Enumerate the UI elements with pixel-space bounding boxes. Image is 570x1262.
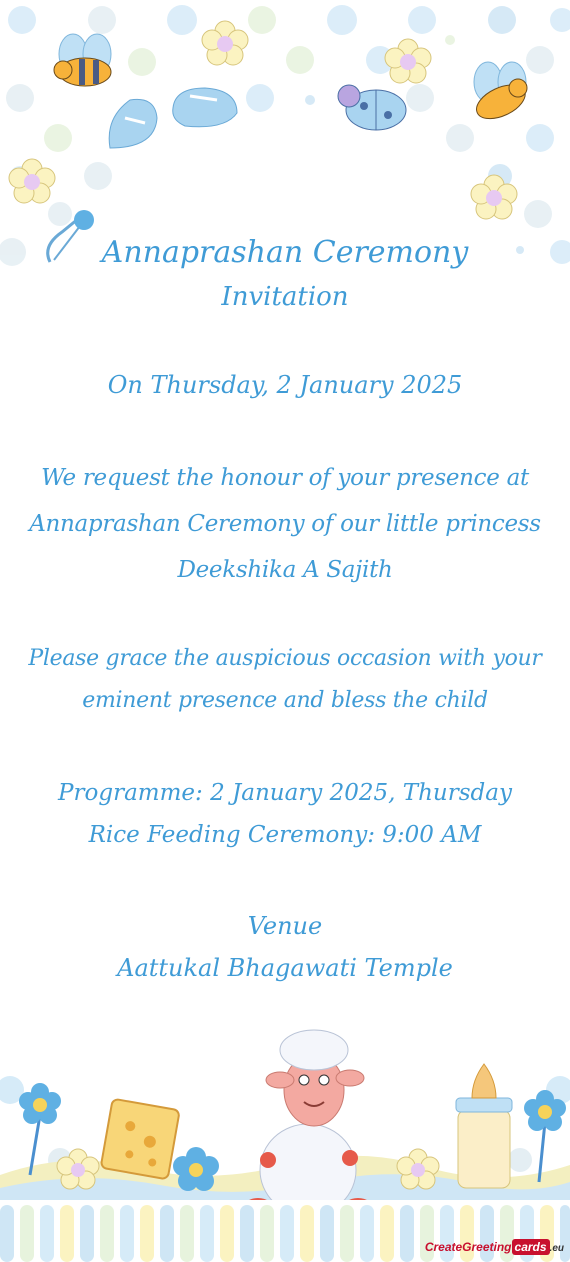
programme-line: Programme: 2 January 2025, Thursday <box>58 780 512 806</box>
flower-icon <box>173 1147 219 1191</box>
ladybug-icon <box>338 85 406 130</box>
baby-shoe-icon <box>109 99 157 148</box>
date-line <box>0 368 570 402</box>
gift-box-icon <box>101 1099 180 1180</box>
rice-feeding-line: Rice Feeding Ceremony: 9:00 AM <box>88 822 482 848</box>
baby-shoe-icon <box>173 88 237 127</box>
date-text: On Thursday, 2 January 2025 <box>107 371 463 399</box>
programme-block <box>0 772 570 856</box>
title <box>0 232 570 274</box>
subtitle <box>0 280 570 314</box>
flower-icon <box>202 21 248 65</box>
request-line: We request the honour of your presence at <box>41 465 529 491</box>
request-paragraph <box>0 455 570 593</box>
brand-part-3: .eu <box>549 1243 564 1254</box>
bee-icon <box>471 62 530 125</box>
brand-part-2: cards <box>512 1239 550 1255</box>
flower-icon <box>9 159 55 203</box>
venue-label: Venue <box>247 912 323 940</box>
venue-name: Aattukal Bhagawati Temple <box>117 954 453 982</box>
blessing-paragraph <box>0 638 570 722</box>
venue-block <box>0 905 570 989</box>
child-name: Deekshika A Sajith <box>177 557 393 583</box>
blessing-line: Please grace the auspicious occasion with your <box>28 646 542 671</box>
bottom-decoration <box>0 1000 570 1262</box>
baby-bottle-icon <box>456 1064 512 1188</box>
title-text: Annaprashan Ceremony <box>101 235 469 270</box>
bee-icon <box>54 34 111 86</box>
brand-logo[interactable] <box>425 1240 564 1254</box>
brand-part-1: CreateGreeting <box>424 1240 512 1254</box>
request-line: Annaprashan Ceremony of our little princess <box>29 511 541 537</box>
flower-icon <box>397 1149 439 1189</box>
blessing-line: eminent presence and bless the child <box>82 688 488 713</box>
flower-icon <box>385 39 431 83</box>
subtitle-text: Invitation <box>221 282 349 312</box>
